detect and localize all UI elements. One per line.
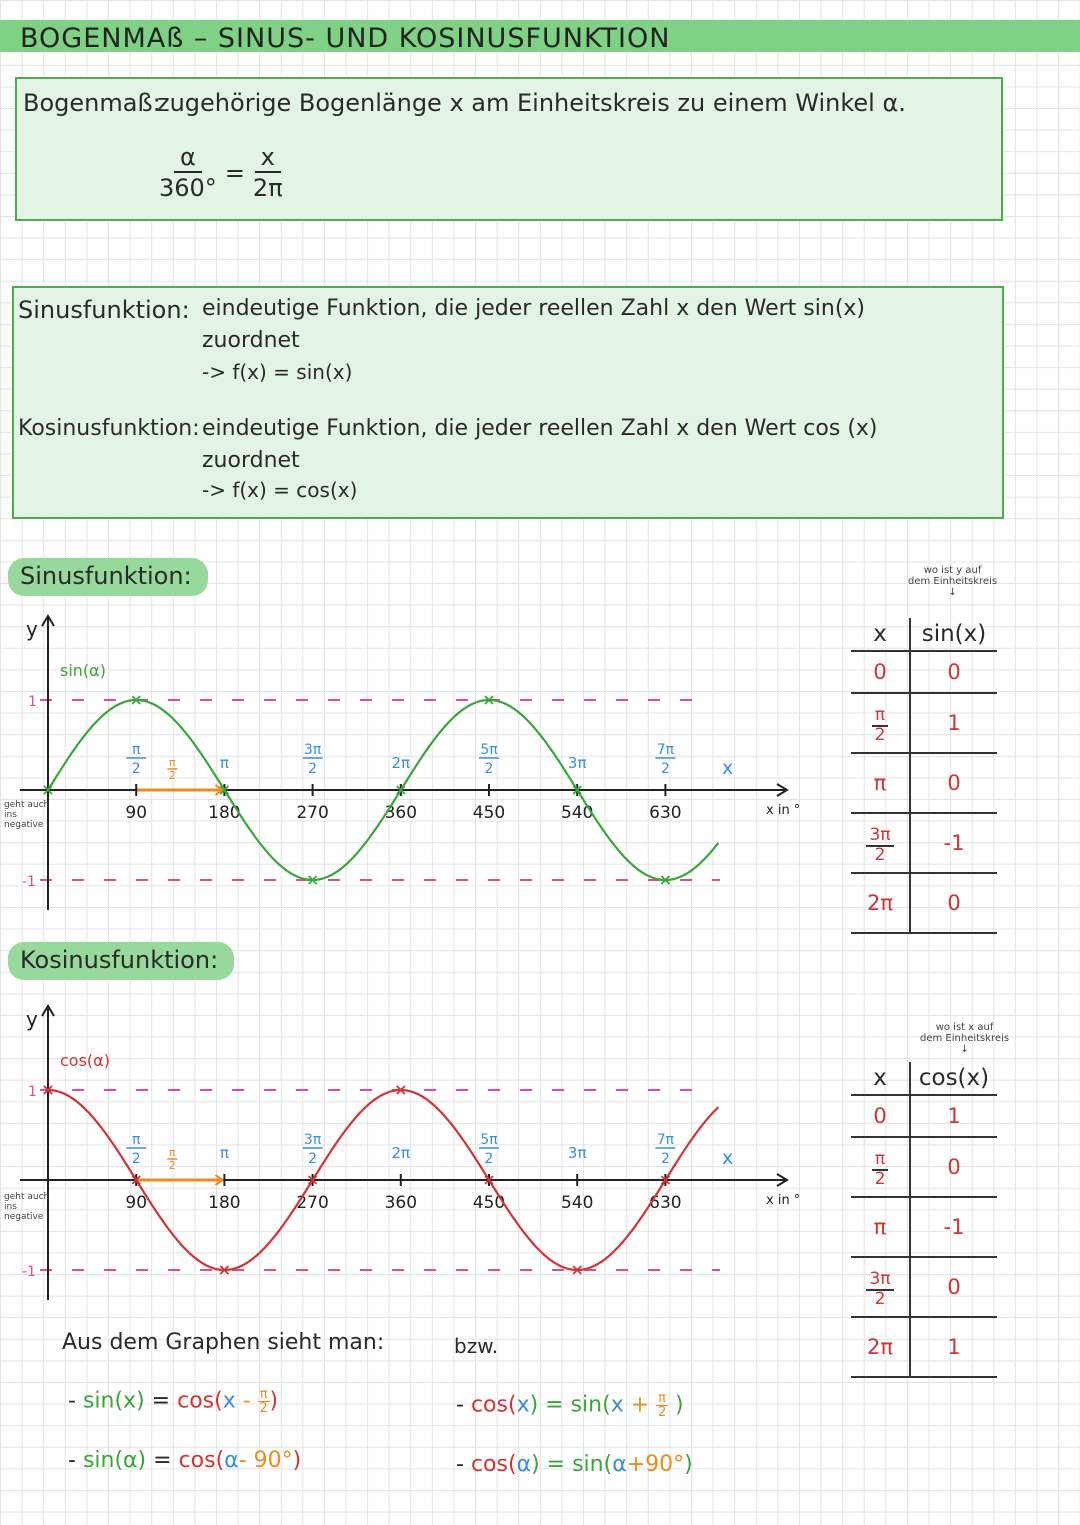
function-definitions-box	[12, 286, 1004, 519]
x-tick-deg-label: 540	[560, 803, 594, 823]
cos-def-label: Kosinusfunktion:	[18, 416, 200, 441]
y-one-label: 1	[28, 1084, 37, 1100]
cos-side-note: geht auch ins negative	[4, 1192, 50, 1222]
x-rad-axis-label: x	[722, 757, 734, 779]
bogenmass-formula: $\frac{\alpha}{360^\circ}$ = $\frac{x}{2\pi}$	[159, 143, 283, 202]
summary-line-1: - sin(x) = cos(x - $\frac{\pi}{2}$ )	[68, 1387, 279, 1416]
x-tick-rad-label: 3π	[567, 754, 587, 772]
extra-pi-num: π	[168, 1146, 176, 1159]
x-tick-rad-num: π	[131, 742, 141, 758]
x-tick-rad-den: 2	[308, 1151, 318, 1167]
x-tick-deg-label: 90	[125, 1193, 148, 1213]
x-tick-rad-label: π	[219, 1144, 229, 1162]
x-tick-deg-label: 540	[560, 1193, 594, 1213]
table-header-x: x	[851, 618, 910, 651]
x-tick-deg-label: 270	[296, 803, 329, 823]
y-one-label: 1	[28, 694, 37, 710]
cos-def-text2: zuordnet	[202, 448, 300, 473]
definition-box	[15, 77, 1003, 221]
sin-value-table	[851, 618, 997, 934]
x-tick-rad-den: 2	[131, 1151, 141, 1167]
sin-heading: Sinusfunktion:	[8, 558, 208, 596]
x-tick-rad-den: 2	[308, 761, 318, 777]
x-axis-label: x in °	[766, 803, 801, 818]
summary-line-4: - cos(α) = sin(α+90°)	[456, 1452, 693, 1477]
sin-def-label: Sinusfunktion:	[18, 296, 190, 324]
page-title: BOGENMAß – SINUS- UND KOSINUSFUNKTION	[20, 23, 671, 54]
x-tick-rad-num: 7π	[656, 1132, 675, 1148]
x-tick-rad-num: 5π	[480, 742, 498, 758]
x-tick-rad-den: 2	[484, 761, 494, 777]
table-row: 0 1	[851, 1095, 997, 1137]
x-tick-rad-label: 3π	[567, 1144, 587, 1162]
x-tick-rad-label: 2π	[391, 1144, 411, 1162]
y-axis-label: y	[26, 617, 38, 641]
table-row: $\frac{\pi}{2}$ 0	[851, 1137, 997, 1197]
x-tick-deg-label: 180	[208, 803, 241, 823]
table-row: $\frac{3\pi}{2}$ 0	[851, 1257, 997, 1317]
table-row: π 0	[851, 753, 997, 813]
table-header-sin: sin(x)	[910, 618, 997, 651]
table-row: 0 0	[851, 651, 997, 693]
cos-table-note: wo ist x auf dem Einheitskreis ↓	[920, 1022, 1010, 1055]
x-tick-deg-label: 360	[384, 1193, 418, 1213]
x-tick-rad-num: 7π	[656, 742, 675, 758]
curve-label: sin(α)	[60, 661, 106, 680]
x-tick-rad-den: 2	[484, 1151, 494, 1167]
cos-def-text: eindeutige Funktion, die jeder reellen Zahl x den Wert cos (x)	[202, 416, 878, 441]
x-tick-deg-label: 450	[472, 803, 506, 823]
x-tick-deg-label: 90	[125, 803, 148, 823]
x-axis-label: x in °	[766, 1193, 801, 1208]
bogenmass-text: zugehörige Bogenlänge x am Einheitskreis zu einem Winkel α.	[157, 89, 906, 117]
x-rad-axis-label: x	[722, 1147, 734, 1169]
sin-def-formula: -> f(x) = sin(x)	[202, 360, 353, 384]
x-tick-deg-label: 360	[384, 803, 418, 823]
curve-label: cos(α)	[60, 1051, 110, 1070]
x-tick-rad-num: 3π	[303, 1132, 322, 1148]
sin-def-text: eindeutige Funktion, die jeder reellen Zahl x den Wert sin(x)	[202, 296, 866, 321]
cos-chart	[0, 990, 830, 1310]
table-row: $\frac{3\pi}{2}$ -1	[851, 813, 997, 873]
summary-line-2: - sin(α) = cos(α- 90°)	[68, 1448, 302, 1473]
table-header-x: x	[851, 1062, 910, 1095]
sin-side-note: geht auch ins negative	[4, 800, 50, 830]
x-tick-deg-label: 630	[649, 1193, 682, 1213]
x-tick-rad-den: 2	[660, 761, 670, 777]
y-minus-one-label: -1	[22, 1264, 36, 1280]
summary-bzw: bzw.	[454, 1334, 499, 1358]
summary-intro: Aus dem Graphen sieht man:	[62, 1330, 385, 1355]
table-row: 2π 0	[851, 873, 997, 933]
cos-heading: Kosinusfunktion:	[8, 942, 234, 980]
x-tick-deg-label: 270	[296, 1193, 329, 1213]
cos-value-table	[851, 1062, 997, 1378]
bogenmass-label: Bogenmaß:	[23, 89, 161, 117]
x-tick-deg-label: 180	[208, 1193, 241, 1213]
table-row: π -1	[851, 1197, 997, 1257]
x-tick-rad-den: 2	[131, 761, 141, 777]
table-header-cos: cos(x)	[910, 1062, 997, 1095]
cos-def-formula: -> f(x) = cos(x)	[202, 478, 358, 502]
table-row: 2π 1	[851, 1317, 997, 1377]
table-row: $\frac{\pi}{2}$ 1	[851, 693, 997, 753]
extra-pi-den: 2	[168, 1159, 176, 1172]
x-tick-deg-label: 630	[649, 803, 682, 823]
x-tick-rad-num: π	[131, 1132, 141, 1148]
sin-table-note: wo ist y auf dem Einheitskreis ↓	[908, 565, 998, 598]
summary-line-3: - cos(x) = sin(x + $\frac{\pi}{2}$ )	[456, 1391, 684, 1420]
extra-pi-num: π	[168, 756, 176, 769]
x-tick-rad-label: 2π	[391, 754, 411, 772]
x-tick-rad-den: 2	[660, 1151, 670, 1167]
extra-pi-den: 2	[168, 769, 176, 782]
y-minus-one-label: -1	[22, 874, 36, 890]
sin-def-text2: zuordnet	[202, 328, 300, 353]
y-axis-label: y	[26, 1007, 38, 1031]
x-tick-rad-num: 3π	[303, 742, 322, 758]
x-tick-rad-num: 5π	[480, 1132, 498, 1148]
x-tick-rad-label: π	[219, 754, 229, 772]
sin-chart	[0, 600, 830, 920]
x-tick-deg-label: 450	[472, 1193, 506, 1213]
